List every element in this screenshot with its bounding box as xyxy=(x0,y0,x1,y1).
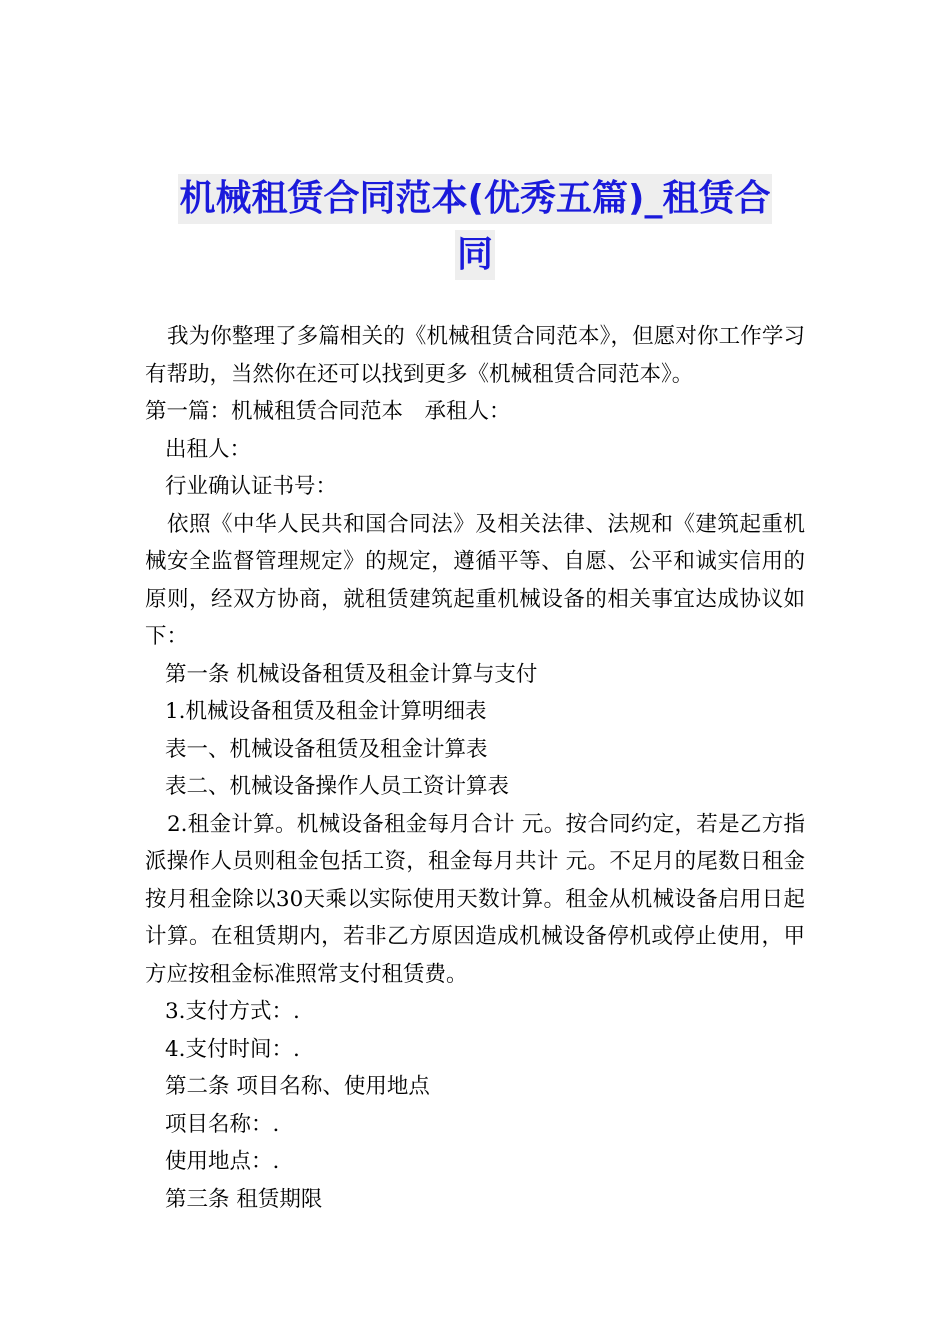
document-body xyxy=(145,318,805,1218)
title-line-2: 同 xyxy=(455,230,495,280)
title-line-1: 机械租赁合同范本(优秀五篇)_租赁合 xyxy=(178,174,773,224)
item-one: 1.机械设备租赁及租金计算明细表 xyxy=(165,699,487,724)
table-one-line: 表一、机械设备租赁及租金计算表 xyxy=(165,736,488,762)
basis-paragraph: 依照《中华人民共和国合同法》及相关法律、法规和《建筑起重机械安全监督管理规定》的规定，遵循平等、自愿、公平和诚实信用的原则，经双方协商，就租赁建筑起重机械设备的相关事宜达成协议如下： xyxy=(145,511,805,649)
location-line: 使用地点：. xyxy=(165,1149,280,1174)
intro-paragraph: 我为你整理了多篇相关的《机械租赁合同范本》，但愿对你工作学习有帮助，当然你在还可以找到更多《机械租赁合同范本》。 xyxy=(145,324,805,387)
article-one-heading: 第一条 机械设备租赁及租金计算与支付 xyxy=(165,661,538,687)
article-three-heading: 第三条 租赁期限 xyxy=(165,1186,323,1212)
lessor-line: 出租人： xyxy=(165,436,252,462)
item-two-paragraph: 2.租金计算。机械设备租金每月合计 元。按合同约定，若是乙方指派操作人员则租金包括工资，租金每月共计 元。不足月的尾数日租金按月租金除以30天乘以实际使用天数计算。租金从机械设备启用日起计算。在租赁期内，若非乙方原因造成机械设备停机或停止使用，甲方应按租金标准照常支付租赁费。 xyxy=(145,811,805,987)
document-title xyxy=(150,174,800,280)
item-three: 3.支付方式：. xyxy=(165,999,300,1024)
article-two-heading: 第二条 项目名称、使用地点 xyxy=(165,1074,430,1099)
table-two-line: 表二、机械设备操作人员工资计算表 xyxy=(165,774,510,799)
project-name-line: 项目名称：. xyxy=(165,1111,280,1137)
certificate-line: 行业确认证书号： xyxy=(165,474,338,499)
part-one-heading: 第一篇：机械租赁合同范本 承租人： xyxy=(145,399,511,424)
item-four: 4.支付时间：. xyxy=(165,1036,300,1062)
